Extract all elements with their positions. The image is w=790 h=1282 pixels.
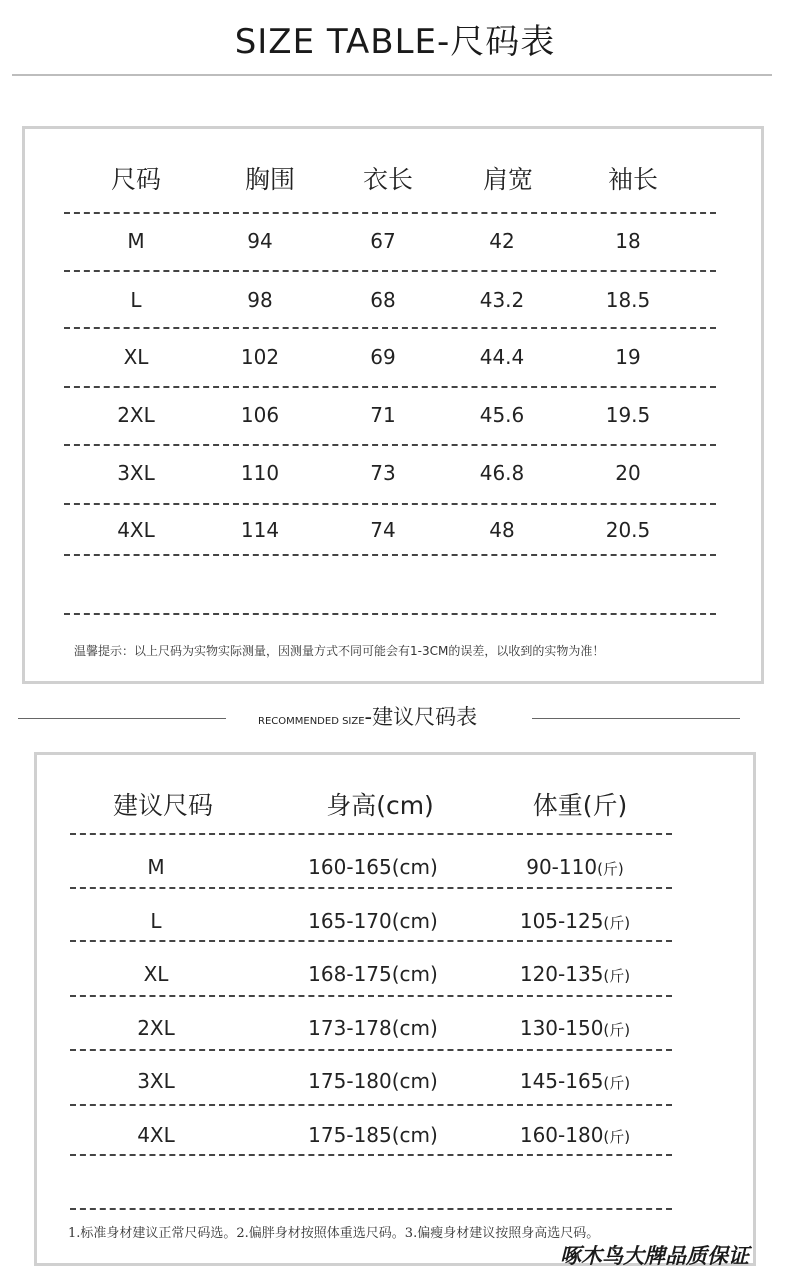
weight-unit: (斤) xyxy=(603,914,631,932)
size-table-cell: 18 xyxy=(615,229,641,253)
weight-range: 105-125 xyxy=(519,909,604,933)
size-table-cell: 20 xyxy=(615,461,641,485)
size-table-cell: 67 xyxy=(370,229,396,253)
weight-range: 160-180 xyxy=(519,1123,604,1147)
size-table-cell: 68 xyxy=(370,288,396,312)
recommended-weight-cell xyxy=(520,909,630,933)
size-table-cell: 2XL xyxy=(117,403,155,427)
recommended-cell: L xyxy=(150,909,162,933)
size-table-header-cell: 袖长 xyxy=(607,165,659,194)
recommended-weight-cell xyxy=(526,855,624,879)
recommended-cell: XL xyxy=(143,962,169,986)
size-table-cell: 94 xyxy=(247,229,273,253)
recommended-cell: 168-175(cm) xyxy=(308,962,438,986)
size-table-cell: L xyxy=(130,288,142,312)
size-table-cell: 4XL xyxy=(117,518,155,542)
size-table-cell: 73 xyxy=(370,461,396,485)
weight-range: 145-165 xyxy=(519,1069,604,1093)
size-table-cell: 42 xyxy=(489,229,515,253)
size-table-cell: 43.2 xyxy=(479,288,525,312)
recommended-weight-cell xyxy=(520,1069,630,1093)
size-table-cell: 106 xyxy=(240,403,280,427)
recommended-weight-cell xyxy=(520,1123,630,1147)
size-table-cell: 98 xyxy=(247,288,273,312)
size-table-cell: 71 xyxy=(370,403,396,427)
size-table-cell: 110 xyxy=(240,461,280,485)
recommended-header-cell: 建议尺码 xyxy=(112,791,214,820)
weight-unit: (斤) xyxy=(603,1128,631,1146)
recommended-rule-left xyxy=(18,718,226,719)
size-table-cell: 46.8 xyxy=(479,461,525,485)
recommended-cell: 175-185(cm) xyxy=(308,1123,438,1147)
recommended-panel xyxy=(34,752,756,1266)
weight-range: 130-150 xyxy=(519,1016,604,1040)
weight-unit: (斤) xyxy=(603,1021,631,1039)
size-table-cell: 20.5 xyxy=(605,518,651,542)
table-divider xyxy=(70,1104,672,1106)
title-divider xyxy=(12,74,772,76)
table-divider xyxy=(64,554,716,556)
recommended-cell: 173-178(cm) xyxy=(308,1016,438,1040)
table-divider xyxy=(64,613,716,615)
table-divider xyxy=(64,270,716,272)
recommended-rule-right xyxy=(532,718,740,719)
table-divider xyxy=(64,386,716,388)
recommended-cell: M xyxy=(147,855,165,879)
size-table-cell: 45.6 xyxy=(479,403,525,427)
recommended-cell: 165-170(cm) xyxy=(308,909,438,933)
table-divider xyxy=(64,327,716,329)
recommended-cell: 175-180(cm) xyxy=(308,1069,438,1093)
recommended-weight-cell xyxy=(520,1016,630,1040)
size-table-cell: 114 xyxy=(240,518,280,542)
table-divider xyxy=(64,444,716,446)
table-divider xyxy=(64,212,716,214)
recommended-title-cn: -建议尺码表 xyxy=(364,705,478,729)
size-table-cell: 48 xyxy=(489,518,515,542)
size-table-cell: XL xyxy=(123,345,149,369)
table-divider xyxy=(70,887,672,889)
table-divider xyxy=(70,940,672,942)
weight-unit: (斤) xyxy=(603,967,631,985)
size-table-cell: M xyxy=(127,229,145,253)
size-table-cell: 74 xyxy=(370,518,396,542)
table-divider xyxy=(70,1208,672,1210)
page-title: SIZE TABLE-尺码表 xyxy=(234,22,556,62)
recommended-header-cell: 体重(斤) xyxy=(532,791,628,820)
recommended-title-en: RECOMMENDED SIZE xyxy=(258,716,365,727)
size-table-header-cell: 衣长 xyxy=(362,165,414,194)
table-divider xyxy=(70,995,672,997)
weight-range: 120-135 xyxy=(519,962,604,986)
size-table-header-cell: 尺码 xyxy=(110,165,162,194)
brand-watermark: 啄木鸟大牌品质保证 xyxy=(560,1243,749,1268)
size-table-cell: 19.5 xyxy=(605,403,651,427)
recommended-title xyxy=(258,701,477,731)
recommended-weight-cell xyxy=(520,962,630,986)
weight-unit: (斤) xyxy=(603,1074,631,1092)
recommended-cell: 160-165(cm) xyxy=(308,855,438,879)
recommended-note: 1.标准身材建议正常尺码选。2.偏胖身材按照体重选尺码。3.偏瘦身材建议按照身高选尺码。 xyxy=(68,1226,600,1241)
size-table-header-cell: 肩宽 xyxy=(482,165,534,194)
recommended-cell: 3XL xyxy=(137,1069,175,1093)
size-table-cell: 44.4 xyxy=(479,345,525,369)
weight-range: 90-110 xyxy=(526,855,598,879)
recommended-cell: 2XL xyxy=(137,1016,175,1040)
size-table-cell: 69 xyxy=(370,345,396,369)
size-table-header-cell: 胸围 xyxy=(244,165,296,194)
size-table-cell: 19 xyxy=(615,345,641,369)
weight-unit: (斤) xyxy=(597,860,624,878)
recommended-cell: 4XL xyxy=(137,1123,175,1147)
recommended-header-cell: 身高(cm) xyxy=(326,791,434,820)
size-table-note: 温馨提示：以上尺码为实物实际测量，因测量方式不同可能会有1-3CM的误差，以收到的实物为准！ xyxy=(74,644,605,658)
table-divider xyxy=(64,503,716,505)
size-table-cell: 3XL xyxy=(117,461,155,485)
size-table-cell: 18.5 xyxy=(605,288,651,312)
table-divider xyxy=(70,1154,672,1156)
table-divider xyxy=(70,833,672,835)
table-divider xyxy=(70,1049,672,1051)
size-table-cell: 102 xyxy=(240,345,280,369)
